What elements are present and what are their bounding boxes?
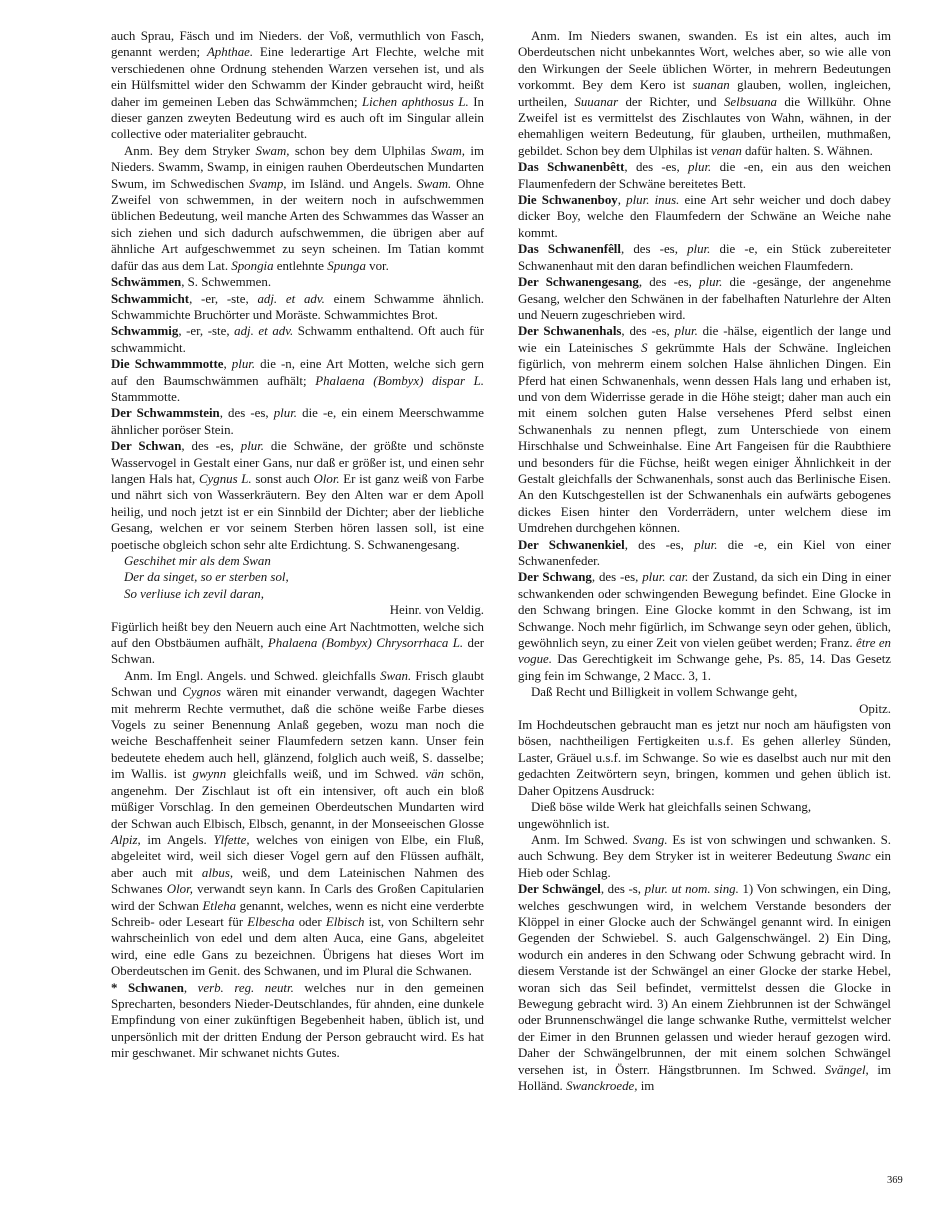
entry-schwanen: * Schwanen, verb. reg. neutr. welches nur in den gemeinen Sprecharten, besonders Nieder-Deutschlandes, für ahnden, eine dunkele Empfindung von einer zukünftigen Begebenheit haben, üblich ist, und unpersönlich mit der dritten Endung der Person gebraucht wird. Es hat mir geschwanet. Mir schwanet nichts Gutes. bbox=[111, 980, 484, 1061]
verse-attribution: Opitz. bbox=[859, 701, 891, 716]
entry-schwammmotte: Die Schwammmotte, plur. die -n, eine Art Motten, welche sich gern auf den Baumschwämmen aufhält; Phalaena (Bombyx) dispar L. Stammmotte. bbox=[111, 357, 485, 404]
right-column bbox=[518, 28, 891, 1094]
paragraph: Figürlich heißt bey den Neuern auch eine Art Nachtmotten, welche sich auf den Obstbäumen aufhält, Phalaena (Bombyx) Chrysorrhaca L. der Schwan. bbox=[111, 619, 484, 667]
paragraph: Im Hochdeutschen gebraucht man es jetzt nur noch am häufigsten von bösen, nachtheiligen Fertigkeiten u.s.f. Es gehen allerley Sünden, Laster, Gräuel u.s.f. im Schwange. So wie es daselbst auch nur mit den gedachten Zeitwörtern seyn, bringen, kommen und gehen üblich ist. Daher Opitzens Ausdruck: bbox=[518, 718, 891, 798]
paragraph: ungewöhnlich ist. bbox=[518, 816, 610, 831]
entry-schwammig: Schwammig, -er, -ste, adj. et adv. Schwamm enthaltend. Oft auch für schwammicht. bbox=[111, 324, 484, 355]
verse-line: Der da singet, so er sterben sol, bbox=[124, 570, 289, 585]
note-paragraph: Anm. Bey dem Stryker Swam, schon bey dem Ulphilas Swam, im Nieders. Swamm, Swamp, in einigen rauhen Oberdeutschen Mundarten Swum, im Schwedischen Svamp, im Isländ. und Angels. Swam. Ohne Zweifel von schwemmen, in der weitern noch in aufschwemmen üblichen Bedeutung, weil manche Arten des Schwammes das Wasser an sich ziehen und sich dadurch aufschwemmen, die übrigen aber auf ähnliche Art aufgeschwemmet zu seyn scheinen. Im Tatian kommt dafür das aus dem Lat. Spongia entlehnte Spunga vor. bbox=[111, 143, 484, 273]
note-paragraph: Anm. Im Nieders swanen, swanden. Es ist ein altes, auch im Oberdeutschen nicht unbekanntes Wort, welches aber, so wie alle von den Wirkungen der Seele üblichen Wörter, in mehrern Bedeutungen vorkommt. Bey dem Kero ist suanan glauben, wollen, ingleichen, urtheilen, Suuanar der Richter, und Selbsuana die Willkühr. Ohne Zweifel ist es vermittelst des Zischlautes von Wahn, wähnen, in der ehemahligen weitern Bedeutung, für glauben, urtheilen, muthmaßen, gebildet. Schon bey dem Ulphilas ist venan dafür halten. S. Wähnen. bbox=[518, 29, 891, 158]
entry-schwanenkiel: Der Schwanenkiel, des -es, plur. die -e, ein Kiel von einer Schwanenfeder. bbox=[518, 537, 891, 568]
note-paragraph: Anm. Im Engl. Angels. und Schwed. gleichfalls Swan. Frisch glaubt Schwan und Cygnos wären mit einander verwandt, dagegen Wachter mit mehrerm Rechte vermuthet, daß die schöne weiße Farbe dieses Vogels zu seiner Benennung Anlaß gegeben, wozu man noch die weiche Beschaffenheit seiner Flaumfedern setzen kann. Unser fein bedeutete ehedem auch hell, glänzend, folglich auch weiß, S. dasselbe; im Wallis. ist gwynn gleichfalls weiß, und im Schwed. vän schön, angenehm. Der Zischlaut ist oft ein intensiver, oft auch ein bloß müßiger Vorschlag. In den gemeinen Oberdeutschen Mundarten wird der Schwan auch Elbisch, Elbsch, genannt, in der Monseeischen Glosse Alpiz, im Angels. Ylfette, welches von einigen von Elbe, ein Fluß, abgeleitet wird, weil sich dieser Vogel gern auf den Flüssen aufhält, aber auch mit albus, weiß, und dem Lateinischen Nahmen des Schwanes Olor, verwandt seyn kann. In Carls des Großen Capitularien wird der Schwan Etleha genannt, welches, wenn es nicht eine verderbte Schreib- oder Leseart für Elbescha oder Elbisch ist, von Schiltern sehr wahrscheinlich von edel und dem alten Auca, eine Gans, abgeleitet wird, eine edle Gans zu bezeichnen. Übrigens hat dieses Wort im Oberdeutschen im Genit. des Schwanen, und im Plural die Schwanen. bbox=[111, 668, 484, 979]
verse-line: Dieß böse wilde Werk hat gleichfalls seinen Schwang, bbox=[531, 800, 812, 815]
entry-schwammstein: Der Schwammstein, des -es, plur. die -e, ein einem Meerschwamme ähnlicher poröser Stein. bbox=[111, 406, 484, 437]
entry-schwang: Der Schwang, des -es, plur. car. der Zustand, da sich ein Ding in einer schwankenden oder schwingenden Bewegung befindet. Eine Glocke in den Schwang bringen. Eine Glocke kommt in den Schwang, ist im Schwange. Noch mehr figürlich, im Schwange seyn oder gehen, üblich, gewöhnlich seyn, zu einer Zeit von vielen geübet werden; Franz. être en vogue. Das Gerechtigkeit im Schwange gehe, Ps. 85, 14. Das Gesetz ging fein im Schwange, 2 Macc. 3, 1. bbox=[518, 570, 892, 683]
entry-schwanenhals: Der Schwanenhals, des -es, plur. die -hälse, eigentlich der lange und wie ein Lateinisches S gekrümmte Hals der Schwäne. Ingleichen figürlich, von mehrerm einem solchen Halse ähnlichen Dingen. Ein Pferd hat einen Schwanenhals, wenn dessen Hals lang und erhaben ist, und von dem Widerrisse gerade in die Höhe steigt; daher man auch ein mit einem solchen guten Halse versehenes Pferd selbst einen Schwanenhals zu nennen pflegt, zum Unterschiede von einem Hirschhalse und Schweinhalse. Eine Art Fangeisen für die Raubthiere und besonders für die Füchse, heißt wegen einiger Ähnlichkeit in der Gestalt gleichfalls der Schwanenhals, sonst auch das Berlinische Eisen. An den Kutschgestellen ist der Schwanenhals ein aufwärts gebogenes dickes Eisen hinter den Vorderrädern, unter welchem diese im Umdrehen durchgehen können. bbox=[518, 324, 891, 536]
page-number: 369 bbox=[887, 1175, 903, 1186]
entry-schwanenbett: Das Schwanenbêtt, des -es, plur. die -en, ein aus den weichen Flaumenfedern der Schwäne bereitetes Bett. bbox=[518, 160, 891, 191]
verse-attribution: Heinr. von Veldig. bbox=[389, 603, 484, 618]
verse-line: So verliuse ich zevil daran, bbox=[124, 586, 264, 601]
left-column bbox=[111, 28, 484, 1062]
verse-line: Geschihet mir als dem Swan bbox=[124, 554, 271, 568]
entry-schwanenfell: Das Schwanenfêll, des -es, plur. die -e, ein Stück zubereiteter Schwanenhaut mit den daran befindlichen weichen Flaumfedern. bbox=[518, 242, 891, 273]
note-paragraph: Anm. Im Schwed. Svang. Es ist von schwingen und schwanken. S. auch Schwung. Bey dem Stryker ist in weiterer Bedeutung Swanc ein Hieb oder Schlag. bbox=[518, 832, 891, 880]
entry-schwaemmen: Schwämmen, S. Schwemmen. bbox=[111, 275, 272, 290]
entry-schwammicht: Schwammicht, -er, -ste, adj. et adv. einem Schwamme ähnlich. Schwammichte Bruchörter und Moräste. Schwammichtes Brot. bbox=[111, 291, 484, 322]
paragraph: auch Sprau, Fäsch und im Nieders. der Voß, vermuthlich von Fasch, genannt werden; Aphthae. Eine lederartige Art Flechte, welche mit verschiedenen ohne Ordnung stehenden Warzen versehen ist, und als ein Hülfsmittel wider den Schwamm der Kinder gebraucht wird, heißt daher im gemeinen Leben das Schwämmchen; Lichen aphthosus L. In dieser ganzen zweyten Bedeutung wird es auch oft im Singular allein collective oder materialiter gebraucht. bbox=[111, 29, 484, 142]
entry-schwan: Der Schwan, des -es, plur. die Schwäne, der größte und schönste Wasservogel in Gestalt einer Gans, nur daß er größer ist, und einen sehr langen Hals hat, Cygnus L. sonst auch Olor. Er ist ganz weiß von Farbe und nährt sich von Wasserkräutern. Bey den Alten war er dem Apoll heilig, und noch jetzt ist er ein Sinnbild der Dichter; aber der liebliche Gesang, welchen er vor seinem Sterben hören lassen soll, ist eine poetische obgleich schon sehr alte Erdichtung. S. Schwanengesang. bbox=[111, 439, 485, 552]
entry-schwanenboy: Die Schwanenboy, plur. inus. eine Art sehr weicher und doch dabey dicker Boy, welche den Flaumfedern der Schwäne an Weiche nahe kommt. bbox=[518, 193, 891, 240]
verse-line: Daß Recht und Billigkeit in vollem Schwange geht, bbox=[531, 685, 798, 700]
entry-schwanengesang: Der Schwanengesang, des -es, plur. die -gesänge, der angenehme Gesang, welcher den Schwänen in der fabelhaften Naturlehre der Alten und Neuern zugeschrieben wird. bbox=[518, 275, 892, 322]
entry-schwaengel: Der Schwängel, des -s, plur. ut nom. sing. 1) Von schwingen, ein Ding, welches geschwungen wird, in welchem Verstande besonders der Klöppel in einer Glocke auch der Schwängel genannt wird. In einigen Gegenden der Schwiebel. S. auch Galgenschwängel. 2) Ein Ding, wodurch ein anderes in den Schwang oder Schwung gebracht wird. In diesem Verstande ist der Schwängel an einer Glocke der starke Hebel, woran sich das Seil befindet, vermittelst dessen die Glocke in Bewegung gebracht wird. 3) An einem Ziehbrunnen ist der Schwängel oder Brunnenschwängel die lange schwanke Ruthe, vermittelst welcher der Eimer in den Brunnen gelassen und wieder herauf gezogen wird. Daher der Schwängelbrunnen, der mit einem solchen Schwängel versehen ist, in Österr. Hängstbrunnen. Im Schwed. Svängel, im Holländ. Swanckroede, im bbox=[518, 882, 892, 1093]
